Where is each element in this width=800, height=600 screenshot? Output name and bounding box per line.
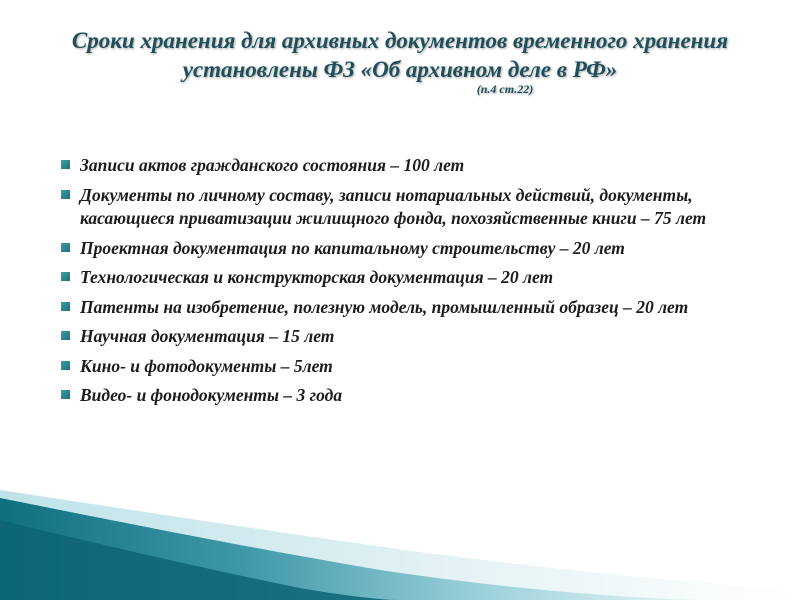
title-reference: (п.4 ст.22) (476, 82, 534, 96)
list-item-text: Патенты на изобретение, полезную модель, промышленный образец – 20 лет (80, 296, 689, 317)
square-bullet-icon (61, 190, 70, 199)
list-item (58, 384, 748, 408)
list-item-text: Кино- и фотодокументы – 5лет (80, 355, 333, 376)
list-item (58, 355, 748, 379)
list-item (58, 266, 748, 290)
square-bullet-icon (61, 243, 70, 252)
square-bullet-icon (61, 272, 70, 281)
list-item-text: Проектная документация по капитальному строительству – 20 лет (80, 237, 625, 258)
title-line-2: установлены ФЗ «Об архивном деле в РФ» (182, 57, 618, 82)
list-item (58, 184, 748, 231)
list-item (58, 296, 748, 320)
decorative-wave (0, 490, 800, 600)
list-item-text: Научная документация – 15 лет (80, 326, 335, 346)
slide-title (40, 26, 760, 96)
square-bullet-icon (61, 331, 70, 340)
bullet-list (58, 154, 748, 408)
list-item (58, 237, 748, 261)
content-area (58, 154, 748, 414)
square-bullet-icon (61, 390, 70, 399)
list-item (58, 325, 748, 349)
square-bullet-icon (61, 160, 70, 169)
square-bullet-icon (61, 361, 70, 370)
title-line-1: Сроки хранения для архивных документов временного хранения (71, 28, 729, 53)
list-item-text: Записи актов гражданского состояния – 100 лет (80, 155, 465, 175)
list-item-text: Технологическая и конструкторская документация – 20 лет (80, 267, 554, 287)
list-item-text: Документы по личному составу, записи нотариальных действий, документы, касающиеся приватизации жилищного фонда, похозяйственные книги – 75 лет (80, 184, 707, 228)
list-item (58, 154, 748, 178)
square-bullet-icon (61, 302, 70, 311)
list-item-text: Видео- и фонодокументы – 3 года (80, 385, 343, 405)
